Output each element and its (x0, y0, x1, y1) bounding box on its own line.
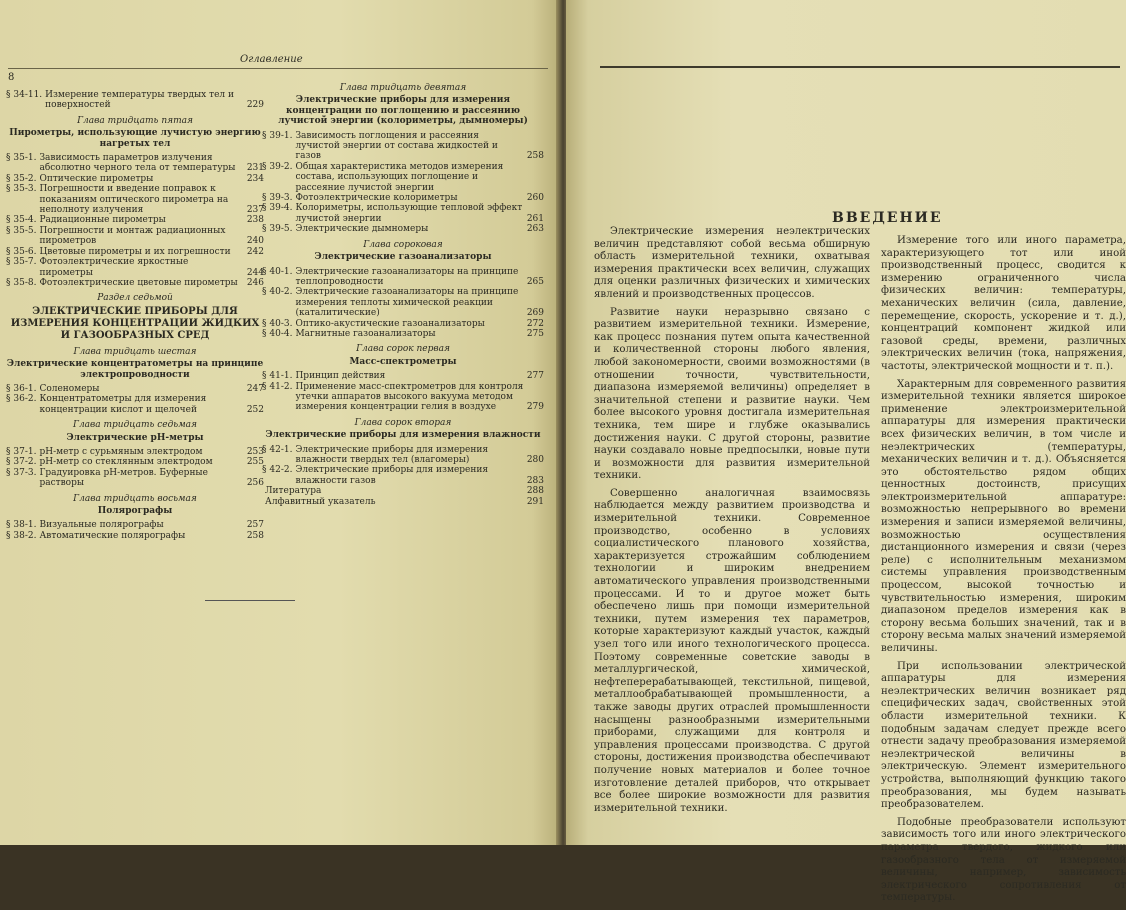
toc-entry-title: Концентратометры для измерения концентрации кислот и щелочей (39, 394, 207, 415)
toc-column-1 (6, 90, 264, 541)
toc-chapter-heading: Глава тридцать седьмая (72, 420, 197, 431)
toc-entry-page: 265 (526, 276, 544, 287)
paragraph: Характерным для современного развития измерительной техники является широкое применение электроизмерительной аппаратуры для измерения практически всех физических величин, в том числе и неэлектрических (температуры, механических величин и т. д.). Объясняется это обстоятельство рядом общих ценностных достоинств, присущих электроизмерительной аппаратуре: возможностью непрерывного во времени измерения и записи измеряемой величины, возможностью осуществления дистанционного измерения и связи (через реле) с исполнительным механизмом системы управления производственным процессом, высокой точностью и чувствительностью измерения, широким диапазоном пределов измерения как в сторону весьма больших значений, так и в сторону весьма малых значений измеряемой величины. (881, 378, 1126, 654)
toc-entry (6, 394, 264, 415)
toc-entry-title: Литература (265, 486, 322, 497)
toc-entry-title: Алфавитный указатель (265, 496, 376, 507)
toc-entry-number: § 38-1. (6, 520, 37, 531)
toc-entry-title: Измерение температуры твердых тел и поверхностей (45, 90, 235, 111)
toc-entry (6, 278, 264, 288)
end-rule (205, 600, 295, 601)
paragraph: Развитие науки неразрывно связано с развитием измерительной техники. Измерение, как процесс познания путем опыта качественной и количественной стороны любого явления, любой закономерности, своими возможностями (в отношении точности, чувствительности, диапазона измеряемой величины) определяет в значительной степени и развитие науки. Чем более высокого уровня достигала измерительная техника, тем шире и глубже оказывались достижения науки. С другой стороны, развитие науки создавало новые предпосылки, новые пути и возможности для развития измерительной техники. (594, 306, 870, 482)
toc-entry-page: 288 (526, 486, 544, 497)
paragraph: При использовании электрической аппаратуры для измерения неэлектрических величин возникает ряд специфических задач, свойственных этой области измерительной техники. К подобным задачам следует прежде всего отнести задачу преобразования измеряемой неэлектрической величины в электрическую. Элемент измерительного устройства, выполняющий функцию такого преобразования, мы будем называть преобразователем. (881, 660, 1126, 811)
toc-entry-title: Визуальные полярографы (39, 520, 164, 531)
toc-entry (262, 267, 544, 288)
toc-entry-title: Оптические пирометры (39, 173, 154, 184)
header-rule (8, 68, 548, 69)
toc-chapter-title: Масс-спектрометры (349, 356, 457, 367)
toc-entry-number: § 35-3. (6, 184, 37, 195)
toc-entry-number: § 39-4. (262, 203, 293, 214)
toc-entry-number: § 37-3. (6, 467, 37, 478)
toc-entry (262, 497, 544, 507)
toc-entry-number: § 35-8. (6, 277, 37, 288)
toc-entry (6, 247, 264, 257)
toc-entry-title: Радиационные пирометры (39, 215, 166, 226)
toc-entry-page: 261 (526, 213, 544, 224)
toc-entry-title: Зависимость поглощения и рассеяния лучистой энергии от состава жидкостей и газов (295, 130, 498, 162)
toc-entry-number: § 36-2. (6, 394, 37, 405)
toc-entry-number: § 35-5. (6, 225, 37, 236)
toc-entry-page: 238 (246, 215, 264, 226)
toc-entry (6, 384, 264, 394)
toc-entry-page: 231 (246, 163, 264, 174)
toc-entry-number: § 36-1. (6, 383, 37, 394)
toc-chapter-heading: Глава тридцать шестая (73, 346, 197, 357)
toc-entry-title: pH-метр с сурьмяным электродом (39, 446, 203, 457)
toc-chapter-title: Электрические концентратометры на принципе электропроводности (6, 359, 264, 380)
toc-entry (6, 184, 264, 215)
toc-entry (262, 371, 544, 381)
toc-entry-number: § 42-2. (262, 465, 293, 476)
toc-chapter-title: Электрические pH-метры (66, 432, 204, 443)
toc-entry-title: Соленомеры (39, 383, 100, 394)
toc-entry (262, 193, 544, 203)
toc-entry-number: § 40-1. (262, 266, 293, 277)
toc-entry-title: Зависимость параметров излучения абсолютно черного тела от температуры (39, 153, 236, 174)
toc-entry-title: Градуировка pH-метров. Буферные растворы (39, 467, 208, 489)
running-head: Оглавление (240, 54, 303, 65)
toc-entry-title: Электрические приборы для измерения влажности газов (295, 465, 489, 486)
toc-entry-page: 246 (246, 277, 264, 288)
toc-chapter-title: Электрические газоанализаторы (314, 252, 492, 263)
toc-entry (262, 465, 544, 486)
toc-entry (262, 382, 544, 413)
toc-entry (6, 153, 264, 174)
toc-entry-number: § 34-11. (6, 90, 43, 100)
toc-column-2 (262, 78, 544, 507)
toc-entry (6, 215, 264, 225)
toc-section-title: ЭЛЕКТРИЧЕСКИЕ ПРИБОРЫ ДЛЯ ИЗМЕРЕНИЯ КОНЦЕНТРАЦИИ ЖИДКИХ И ГАЗООБРАЗНЫХ СРЕД (10, 305, 260, 341)
toc-entry-page: 275 (526, 328, 544, 339)
toc-entry-page: 242 (246, 246, 264, 257)
toc-chapter-heading: Глава тридцать пятая (77, 115, 193, 126)
toc-entry-title: Фотоэлектрические яркостные пирометры (39, 257, 189, 278)
toc-entry-number: § 40-4. (262, 328, 293, 339)
toc-entry-page: 269 (526, 308, 544, 319)
toc-chapter-heading: Глава сороковая (363, 239, 443, 250)
toc-entry-page: 247 (246, 383, 264, 394)
text-column-2 (881, 235, 1126, 910)
toc-entry-title: Применение масс-спектрометров для контроля утечки аппаратов высокого вакуума методом измерения концентрации гелия в воздухе (295, 381, 524, 413)
paragraph: Измерение того или иного параметра, характеризующего тот или иной производственный процесс, сводится к измерению ограниченного числа физических величин: температуры, механических величин (сила, давление, перемещение, скорость, ускорение и т. д.), концентраций компонент жидкой или газовой среды, времени, различных электрических величин (тока, напряжения, частоты, электрической мощности и т. п.). (881, 235, 1126, 372)
toc-entry-number: § 40-2. (262, 287, 293, 298)
toc-entry (6, 520, 264, 530)
toc-entry (262, 162, 544, 193)
section-title: ВВЕДЕНИЕ (832, 210, 943, 226)
toc-entry-page: 277 (526, 371, 544, 382)
toc-entry-number: § 39-3. (262, 193, 293, 204)
toc-entry (6, 447, 264, 457)
toc-entry-title: Общая характеристика методов измерения состава, использующих поглощение и рассеяние лучистой энергии (295, 161, 504, 193)
toc-entry-title: Оптико-акустические газоанализаторы (295, 318, 485, 329)
toc-entry (6, 468, 264, 489)
toc-entry (6, 90, 264, 111)
toc-entry (262, 224, 544, 234)
toc-entry (262, 486, 544, 496)
toc-entry-page: 280 (526, 455, 544, 465)
paragraph: Совершенно аналогичная взаимосвязь наблюдается между развитием производства и измерительной техники. Современное производство, особенно в условиях социалистического планового хозяйства, характеризуется строжайшим соблюдением технологии и широким внедрением автоматического управления производственными процессами. И то и другое может быть обеспечено лишь при помощи измерительной техники, путем измерения тех параметров, которые характеризуют каждый участок, каждый узел того или иного технологического процесса. Поэтому современные советские заводы в металлургической, химической, нефтеперерабатывающей, текстильной, пищевой, металлообрабатывающей промышленности, а также заводы других отраслей промышленности насыщены разнообразными измерительными приборами, служащими для контроля и управления процессами производства. С другой стороны, достижения производства обеспечивают получение новых материалов и более точное изготовление деталей приборов, что открывает все более широкие возможности для развития измерительной техники. (594, 487, 870, 814)
paragraph: Подобные преобразователи используют зависимость того или иного электрического параметра твердого, жидкого или газообразного тела от измеряемой величины, например, зависимость электрического сопротивления от температуры. (881, 816, 1126, 904)
toc-entry-title: Автоматические полярографы (39, 530, 186, 541)
toc-chapter-heading: Глава тридцать восьмая (73, 493, 197, 504)
text-column-1 (594, 226, 870, 820)
toc-entry (262, 445, 544, 466)
top-rule (600, 66, 1120, 68)
toc-entry-number: § 35-6. (6, 246, 37, 257)
toc-entry-title: Погрешности и монтаж радиационных пирометров (39, 225, 226, 247)
toc-entry (262, 319, 544, 329)
toc-entry (262, 131, 544, 162)
toc-entry-page: 291 (526, 496, 544, 507)
toc-entry-page: 237 (246, 205, 264, 216)
toc-entry-page: 255 (246, 457, 264, 468)
toc-entry-page: 252 (246, 404, 264, 415)
toc-entry-title: Колориметры, использующие тепловой эффект лучистой энергии (295, 203, 523, 224)
toc-entry-title: Погрешности и введение поправок к показаниям оптического пирометра на неполноту излучения (39, 184, 229, 216)
toc-entry-page: 244 (246, 267, 264, 278)
toc-chapter-heading: Глава тридцать девятая (339, 83, 467, 93)
toc-entry (262, 203, 544, 224)
toc-entry-number: § 39-1. (262, 130, 293, 141)
toc-entry-title: Фотоэлектрические колориметры (295, 193, 458, 204)
toc-chapter-title: Электрические приборы для измерения концентрации по поглощению и рассеянию лучистой энергии (колориметры, дымномеры) (278, 95, 528, 127)
toc-entry-page: 283 (526, 475, 544, 486)
toc-entry-page: 279 (526, 402, 544, 413)
toc-entry-title: Принцип действия (295, 371, 386, 382)
toc-entry-title: pH-метр со стеклянным электродом (39, 457, 213, 468)
toc-entry-page: 257 (246, 520, 264, 531)
toc-entry-page: 240 (246, 236, 264, 247)
toc-chapter-title: Электрические приборы для измерения влажности (265, 430, 541, 441)
toc-entry (262, 287, 544, 318)
toc-entry (6, 257, 264, 278)
toc-entry-page: 256 (246, 478, 264, 489)
toc-entry-title: Электрические газоанализаторы на принципе теплопроводности (295, 266, 519, 287)
page-number: 8 (8, 72, 15, 83)
toc-entry-title: Электрические приборы для измерения влажности твердых тел (влагомеры) (295, 444, 489, 465)
toc-entry-title: Электрические дымномеры (295, 224, 429, 235)
toc-chapter-heading: Глава сорок вторая (354, 417, 452, 428)
toc-entry (6, 457, 264, 467)
toc-entry-number: § 42-1. (262, 444, 293, 455)
toc-entry-page: 258 (526, 151, 544, 162)
toc-entry-number: § 38-2. (6, 530, 37, 541)
toc-entry-number: § 37-2. (6, 457, 37, 468)
toc-entry-title: Магнитные газоанализаторы (295, 328, 436, 339)
toc-entry (6, 174, 264, 184)
toc-entry (262, 329, 544, 339)
toc-chapter-title: Пирометры, использующие лучистую энергию нагретых тел (9, 128, 261, 149)
left-page-toc (0, 0, 560, 845)
toc-entry-title: Электрические газоанализаторы на принципе измерения теплоты химической реакции (каталитические) (295, 287, 519, 319)
toc-entry-number: § 40-3. (262, 318, 293, 329)
toc-entry-page: 263 (526, 224, 544, 235)
paragraph: Электрические измерения неэлектрических величин представляют собой весьма обширную область измерительной техники, охватывая измерения практически всех величин, служащих для оценки различных физических и химических явлений и производственных процессов. (594, 226, 870, 300)
toc-chapter-heading: Раздел седьмой (97, 293, 173, 304)
toc-entry-number: § 35-1. (6, 153, 37, 164)
toc-entry-number: § 41-2. (262, 381, 293, 392)
toc-entry-number: § 39-5. (262, 224, 293, 235)
toc-entry-number: § 35-4. (6, 215, 37, 226)
toc-entry-number: § 35-2. (6, 173, 37, 184)
toc-entry-page: 229 (246, 100, 264, 111)
toc-chapter-title: Полярографы (97, 506, 173, 516)
toc-entry (6, 226, 264, 247)
toc-entry (6, 531, 264, 541)
toc-entry-page: 272 (526, 318, 544, 329)
toc-entry-page: 258 (246, 530, 264, 541)
toc-entry-number: § 37-1. (6, 446, 37, 457)
toc-entry-number: § 39-2. (262, 161, 293, 172)
toc-chapter-heading: Глава сорок первая (356, 344, 450, 355)
toc-entry-number: § 41-1. (262, 371, 293, 382)
right-page-introduction (566, 0, 1126, 904)
toc-entry-title: Цветовые пирометры и их погрешности (39, 246, 231, 257)
toc-entry-page: 234 (246, 173, 264, 184)
toc-entry-page: 253 (246, 446, 264, 457)
toc-entry-page: 260 (526, 193, 544, 204)
toc-entry-number: § 35-7. (6, 257, 37, 268)
toc-entry-title: Фотоэлектрические цветовые пирометры (39, 277, 238, 288)
